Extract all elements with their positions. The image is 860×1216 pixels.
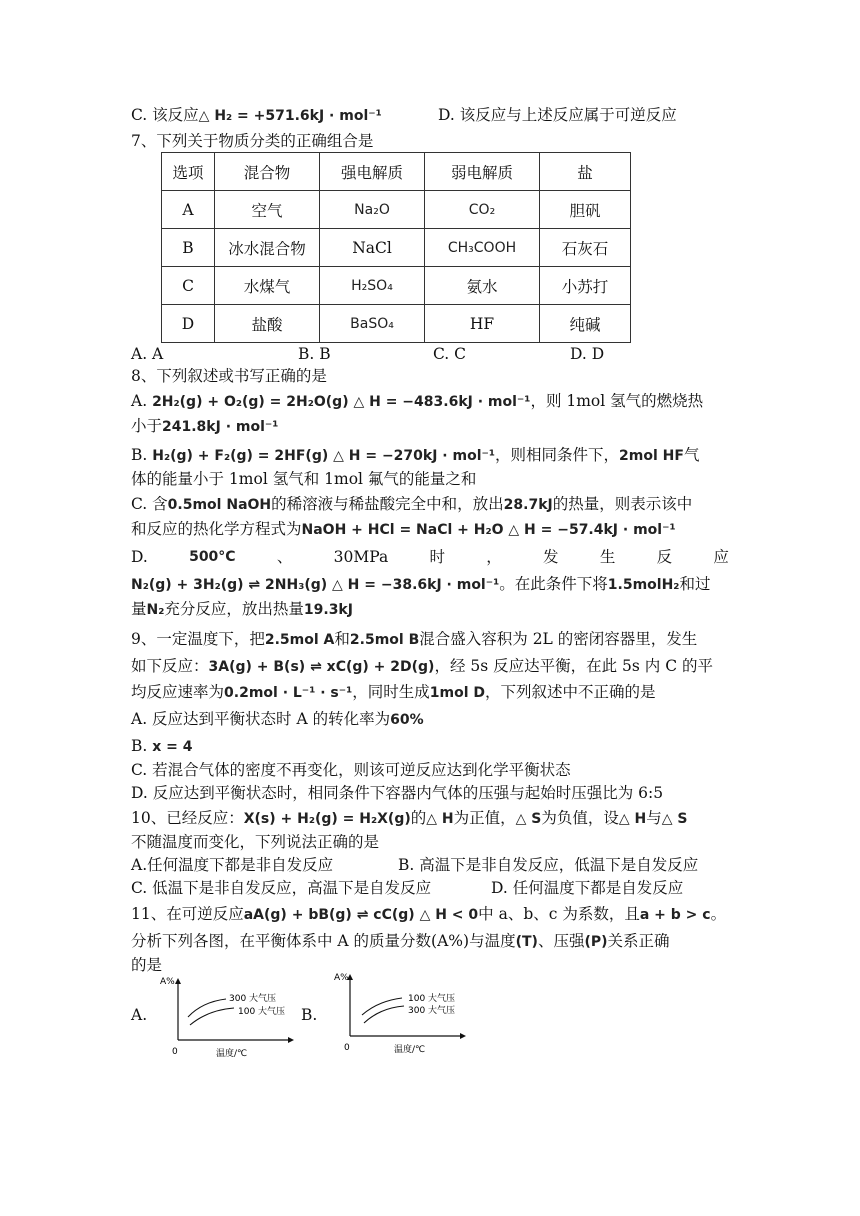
q8-c-text3: 的热量，则表示该中 [552, 495, 693, 513]
q8-b-text2: 气 [683, 446, 700, 464]
q11-fig-b-label: B. [301, 1006, 318, 1024]
q8-d-text3: 量 [131, 600, 147, 618]
q8-d-part: 应 [713, 548, 729, 566]
table-header-cell: 混合物 [215, 153, 320, 191]
q6-option-d: D. 该反应与上述反应属于可逆反应 [438, 106, 677, 124]
q9-a-formula: 60% [390, 712, 424, 728]
q9-stem-line1 [131, 628, 697, 651]
table-cell: 石灰石 [540, 229, 631, 267]
y-axis-label: A% [160, 977, 175, 987]
curve-label-upper: 100 大气压 [408, 994, 456, 1004]
q8-d-formula4: 19.3kJ [303, 602, 353, 618]
q11-formula: aA(g) + bB(g) ⇌ cC(g) △ H < 0 [243, 907, 479, 923]
curve-label-lower: 100 大气压 [238, 1007, 286, 1017]
origin-label: 0 [344, 1043, 350, 1053]
q8-d-part: 、 [276, 548, 293, 566]
q11-text: 。 [710, 905, 727, 923]
q10-options-row1 [131, 854, 699, 876]
q9-option-d: D. 反应达到平衡状态时，相同条件下容器内气体的压强与起始时压强比为 6:5 [131, 784, 664, 802]
table-cell: 盐酸 [215, 305, 320, 343]
q8-d-part: 500°C [189, 549, 236, 565]
q10-text: 与 [646, 809, 662, 827]
q9-text: ，下列叙述中不正确的是 [485, 683, 656, 701]
q11-text: 中 a、b、c 为系数，且 [478, 905, 640, 923]
q8-d-text2: 和过 [679, 575, 711, 593]
q9-option-b [131, 735, 193, 758]
q6-options-line [131, 104, 677, 127]
table-row [162, 267, 631, 305]
curve-label-upper: 300 大气压 [229, 994, 277, 1004]
q8-d-part: 30MPa [333, 548, 389, 566]
q7-choice-b: B. B [298, 345, 331, 363]
q11-formula: (P) [584, 934, 608, 950]
q11-graph-a [150, 972, 300, 1062]
q8-c-formula3: NaOH + HCl = NaCl + H₂O △ H = −57.4kJ · mol⁻¹ [301, 522, 676, 538]
table-cell: HF [425, 305, 540, 343]
q7-stem: 7、下列关于物质分类的正确组合是 [131, 132, 374, 150]
table-cell: CH₃COOH [425, 229, 540, 267]
q8-c-text2: 的稀溶液与稀盐酸完全中和，放出 [271, 495, 504, 513]
q10-stem-line2: 不随温度而变化，下列说法正确的是 [131, 833, 380, 851]
q6-option-c-formula: △ H₂ = +571.6kJ · mol⁻¹ [198, 108, 382, 124]
origin-label: 0 [172, 1047, 178, 1057]
q11-graph-b [322, 968, 472, 1058]
table-cell: H₂SO₄ [320, 267, 425, 305]
q9-text: 混合盛入容积为 2L 的密闭容器里，发生 [419, 630, 698, 648]
q8-option-c-cont [131, 518, 676, 541]
q11-text: 11、在可逆反应 [131, 905, 244, 923]
q9-formula: 0.2mol · L⁻¹ · s⁻¹ [224, 685, 353, 701]
table-cell: A [162, 191, 215, 229]
q11-text: 、压强 [537, 932, 585, 950]
q10-text: 为负值，设 [541, 809, 619, 827]
q8-option-d-cont2 [131, 598, 353, 621]
q6-option-c: C. 该反应 [131, 106, 199, 124]
table-cell: C [162, 267, 215, 305]
q9-text: 如下反应： [131, 657, 209, 675]
q8-c-text1: C. 含 [131, 495, 168, 513]
q10-text: 的 [410, 809, 427, 827]
table-row [162, 229, 631, 267]
table-cell: D [162, 305, 215, 343]
q9-b-formula: x = 4 [152, 739, 193, 755]
table-row [162, 305, 631, 343]
q7-choice-a: A. A [131, 345, 164, 363]
q8-option-b [131, 444, 699, 467]
q10-option-b: B. 高温下是非自发反应，低温下是自发反应 [398, 856, 699, 874]
curve-lower [190, 1008, 234, 1025]
q9-text: 均反应速率为 [131, 683, 225, 701]
q8-a-formula2: 241.8kJ · mol⁻¹ [162, 419, 279, 435]
q8-a-label: A. [131, 392, 148, 410]
q11-text: 关系正确 [607, 932, 670, 950]
q8-d-part: 时 [429, 548, 445, 566]
table-cell: 纯碱 [540, 305, 631, 343]
table-cell: NaCl [320, 229, 425, 267]
q10-formula: △ H [426, 811, 454, 827]
x-axis-label: 温度/℃ [394, 1045, 426, 1055]
q8-b-formula: H₂(g) + F₂(g) = 2HF(g) △ H = −270kJ · mol⁻¹ [152, 448, 496, 464]
q11-stem-line3: 的是 [131, 956, 163, 974]
q10-text: 为正值， [453, 809, 516, 827]
q8-c-text4: 和反应的热化学方程式为 [131, 520, 302, 538]
q8-stem: 8、下列叙述或书写正确的是 [131, 367, 327, 385]
q10-stem-line1 [131, 807, 688, 830]
x-axis-arrow [288, 1037, 294, 1043]
q8-b-formula2: 2mol HF [619, 448, 684, 464]
q8-a-text: ，则 1mol 氢气的燃烧热 [530, 392, 704, 410]
q9-b-label: B. [131, 737, 148, 755]
table-cell: 冰水混合物 [215, 229, 320, 267]
q9-formula: 1mol D [429, 685, 486, 701]
q10-formula: X(s) + H₂(g) = H₂X(g) [243, 811, 411, 827]
table-header-row [162, 153, 631, 191]
x-axis-label: 温度/℃ [216, 1049, 248, 1059]
q11-fig-a-label: A. [131, 1006, 148, 1024]
q10-text: 10、已经反应： [131, 809, 244, 827]
q8-option-d [131, 546, 729, 568]
q10-formula: △ S [515, 811, 542, 827]
x-axis-arrow [460, 1033, 466, 1039]
q8-c-formula2: 28.7kJ [503, 497, 553, 513]
q8-d-part: 生 [599, 548, 616, 566]
q8-option-a [131, 390, 703, 413]
q9-option-c: C. 若混合气体的密度不再变化，则该可逆反应达到化学平衡状态 [131, 761, 571, 779]
q7-classification-table [161, 152, 631, 343]
q9-formula: 2.5mol B [349, 632, 420, 648]
curve-upper [362, 998, 402, 1015]
table-header-cell: 弱电解质 [425, 153, 540, 191]
q11-stem-line1 [131, 903, 726, 926]
table-row [162, 191, 631, 229]
table-cell: BaSO₄ [320, 305, 425, 343]
q9-option-a [131, 708, 424, 731]
q8-d-part: ， [486, 548, 502, 566]
q9-text: ，经 5s 反应达平衡，在此 5s 内 C 的平 [434, 657, 714, 675]
table-cell: Na₂O [320, 191, 425, 229]
table-cell: CO₂ [425, 191, 540, 229]
q7-choice-d: D. D [570, 345, 605, 363]
q8-c-formula1: 0.5mol NaOH [167, 497, 272, 513]
q8-d-formula2: 1.5molH₂ [607, 577, 680, 593]
q11-text: 分析下列各图，在平衡体系中 A 的质量分数(A%)与温度 [131, 932, 516, 950]
q8-d-text4: 充分反应，放出热量 [164, 600, 304, 618]
q8-b-text3: 体的能量小于 1mol 氢气和 1mol 氟气的能量之和 [131, 470, 477, 488]
table-header-cell: 强电解质 [320, 153, 425, 191]
q8-d-formula: N₂(g) + 3H₂(g) ⇌ 2NH₃(g) △ H = −38.6kJ · mol⁻¹ [131, 577, 500, 593]
q9-text: ，同时生成 [352, 683, 430, 701]
q7-choices [131, 343, 731, 365]
y-axis-label: A% [334, 973, 349, 983]
q7-choice-c: C. C [433, 345, 467, 363]
q8-d-part: 发 [543, 548, 559, 566]
q8-d-part: 反 [656, 548, 673, 566]
q9-text: 9、一定温度下，把 [131, 630, 265, 648]
q10-options-row2 [131, 877, 684, 899]
q8-option-a-cont [131, 415, 278, 438]
table-cell: 胆矾 [540, 191, 631, 229]
q8-b-label: B. [131, 446, 148, 464]
q8-a-text2: 小于 [131, 417, 163, 435]
q9-formula: 3A(g) + B(s) ⇌ xC(g) + 2D(g) [208, 659, 435, 675]
q8-a-formula: 2H₂(g) + O₂(g) = 2H₂O(g) △ H = −483.6kJ · mol⁻¹ [152, 394, 531, 410]
table-cell: B [162, 229, 215, 267]
table-cell: 水煤气 [215, 267, 320, 305]
q9-text: 和 [334, 630, 350, 648]
q9-formula: 2.5mol A [264, 632, 335, 648]
q10-formula: △ H [618, 811, 647, 827]
table-header-cell: 盐 [540, 153, 631, 191]
q8-d-text1: 。在此条件下将 [499, 575, 608, 593]
q8-b-text: ，则相同条件下， [495, 446, 620, 464]
q8-option-c [131, 493, 692, 516]
table-cell: 空气 [215, 191, 320, 229]
curve-label-lower: 300 大气压 [408, 1006, 456, 1016]
q10-option-d: D. 任何温度下都是自发反应 [491, 879, 684, 897]
table-cell: 小苏打 [540, 267, 631, 305]
q9-a-text: A. 反应达到平衡状态时 A 的转化率为 [131, 710, 391, 728]
q9-stem-line3 [131, 681, 656, 704]
q8-d-formula3: N₂ [146, 602, 165, 618]
y-axis-arrow [175, 978, 181, 984]
q11-formula: (T) [515, 934, 538, 950]
q9-stem-line2 [131, 655, 713, 678]
table-header-cell: 选项 [162, 153, 215, 191]
q8-option-d-cont [131, 573, 710, 596]
q10-formula: △ S [661, 811, 688, 827]
q8-d-part: D. [131, 548, 148, 566]
q10-option-c: C. 低温下是非自发反应，高温下是自发反应 [131, 879, 432, 897]
q10-option-a: A.任何温度下都是非自发反应 [131, 856, 334, 874]
q11-stem-line2 [131, 930, 670, 953]
q11-formula: a + b > c [639, 907, 711, 923]
table-cell: 氨水 [425, 267, 540, 305]
